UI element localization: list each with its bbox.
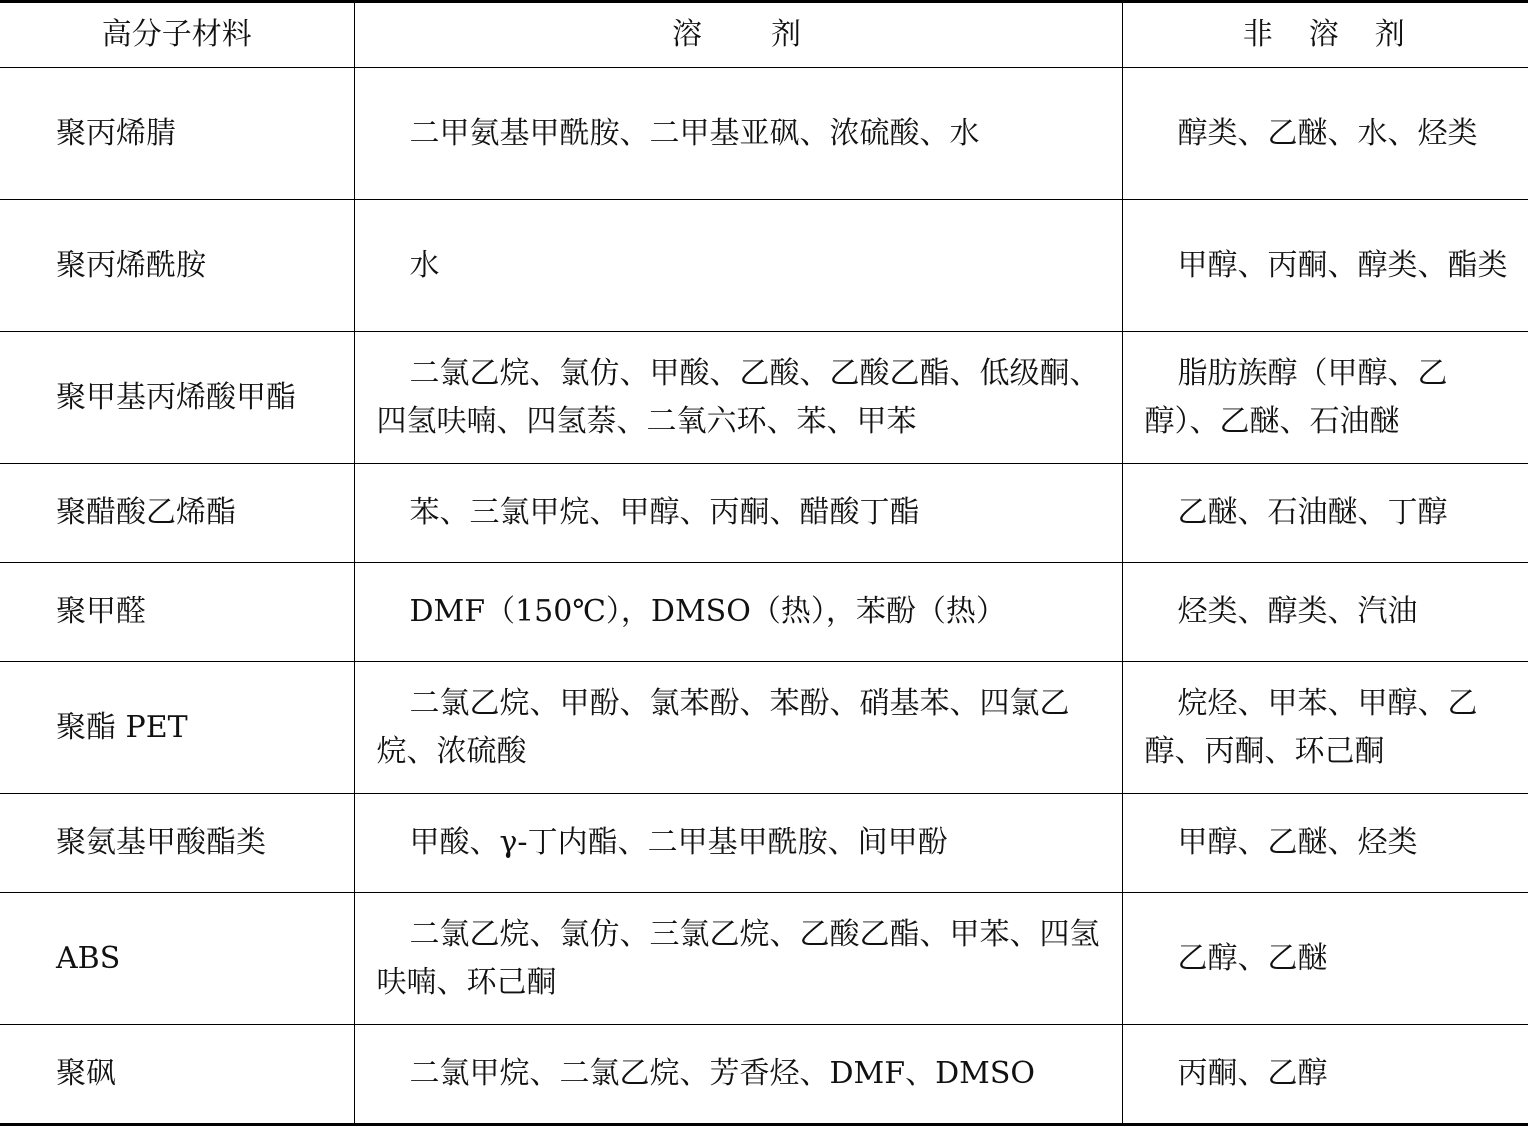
table-row — [0, 200, 1528, 332]
cell-non-solvent-text: 甲醇、乙醚、烃类 — [1177, 825, 1418, 860]
cell-material — [0, 68, 354, 200]
table-row — [0, 893, 1528, 1025]
cell-material — [0, 1025, 354, 1125]
cell-solvent-text: 苯、三氯甲烷、甲醇、丙酮、醋酸丁酯 — [409, 495, 920, 530]
cell-non-solvent-text: 烃类、醇类、汽油 — [1177, 594, 1418, 629]
cell-material — [0, 662, 354, 794]
cell-solvent-text: 二氯乙烷、氯仿、甲酸、乙酸、乙酸乙酯、低级酮、四氢呋喃、四氢萘、二氧六环、苯、甲苯 — [376, 355, 1100, 439]
table-row — [0, 68, 1528, 200]
cell-non-solvent — [1122, 893, 1528, 1025]
table-row — [0, 464, 1528, 563]
cell-material-text: 聚丙烯腈 — [56, 115, 176, 151]
table-row — [0, 662, 1528, 794]
table-body — [0, 68, 1528, 1125]
header-non-solvent: 非 溶 剂 — [1122, 2, 1528, 68]
cell-non-solvent — [1122, 662, 1528, 794]
cell-solvent — [354, 794, 1122, 893]
cell-non-solvent-text: 乙醇、乙醚 — [1177, 940, 1328, 976]
cell-solvent — [354, 332, 1122, 464]
cell-solvent-text: 二氯乙烷、氯仿、三氯乙烷、乙酸乙酯、甲苯、四氢呋喃、环己酮 — [376, 916, 1100, 1000]
cell-solvent-text: 二甲氨基甲酰胺、二甲基亚砜、浓硫酸、水 — [409, 115, 980, 151]
cell-solvent-text: DMF（150℃），DMSO（热），苯酚（热） — [409, 594, 1006, 629]
cell-material-text: 聚甲醛 — [56, 594, 146, 629]
cell-material — [0, 563, 354, 662]
cell-non-solvent — [1122, 464, 1528, 563]
cell-non-solvent — [1122, 563, 1528, 662]
cell-non-solvent-text: 甲醇、丙酮、醇类、酯类 — [1177, 247, 1508, 283]
cell-non-solvent — [1122, 1025, 1528, 1125]
cell-material — [0, 794, 354, 893]
cell-non-solvent — [1122, 332, 1528, 464]
cell-solvent-text: 二氯乙烷、甲酚、氯苯酚、苯酚、硝基苯、四氯乙烷、浓硫酸 — [376, 685, 1070, 769]
cell-solvent — [354, 1025, 1122, 1125]
cell-material-text: 聚丙烯酰胺 — [56, 247, 206, 283]
cell-solvent — [354, 893, 1122, 1025]
cell-material-text: 聚醋酸乙烯酯 — [56, 495, 236, 530]
cell-material — [0, 893, 354, 1025]
cell-solvent-text: 二氯甲烷、二氯乙烷、芳香烃、DMF、DMSO — [409, 1056, 1036, 1091]
cell-non-solvent-text: 醇类、乙醚、水、烃类 — [1177, 115, 1478, 151]
cell-non-solvent — [1122, 794, 1528, 893]
cell-material — [0, 200, 354, 332]
cell-material-text: ABS — [56, 940, 121, 976]
header-material: 高分子材料 — [0, 2, 354, 68]
cell-solvent — [354, 200, 1122, 332]
cell-non-solvent-text: 乙醚、石油醚、丁醇 — [1177, 495, 1448, 530]
header-solvent: 溶 剂 — [354, 2, 1122, 68]
cell-material — [0, 464, 354, 563]
cell-non-solvent-text: 脂肪族醇（甲醇、乙醇）、乙醚、石油醚 — [1144, 355, 1448, 439]
cell-solvent — [354, 563, 1122, 662]
table-row — [0, 332, 1528, 464]
table-header — [0, 2, 1528, 68]
cell-material-text: 聚氨基甲酸酯类 — [56, 825, 266, 860]
cell-material-text: 聚砜 — [56, 1056, 116, 1091]
cell-material — [0, 332, 354, 464]
cell-non-solvent-text: 丙酮、乙醇 — [1177, 1056, 1328, 1091]
cell-material-text: 聚甲基丙烯酸甲酯 — [56, 379, 296, 415]
cell-non-solvent-text: 烷烃、甲苯、甲醇、乙醇、丙酮、环己酮 — [1144, 685, 1478, 769]
header-row — [0, 2, 1528, 68]
cell-solvent — [354, 464, 1122, 563]
table-row — [0, 1025, 1528, 1125]
table-row — [0, 794, 1528, 893]
cell-non-solvent — [1122, 200, 1528, 332]
cell-non-solvent — [1122, 68, 1528, 200]
cell-solvent-text: 甲酸、γ-丁内酯、二甲基甲酰胺、间甲酚 — [409, 825, 948, 860]
table-row — [0, 563, 1528, 662]
cell-solvent — [354, 662, 1122, 794]
cell-solvent-text: 水 — [409, 247, 440, 283]
cell-solvent — [354, 68, 1122, 200]
cell-material-text: 聚酯 PET — [56, 709, 188, 745]
